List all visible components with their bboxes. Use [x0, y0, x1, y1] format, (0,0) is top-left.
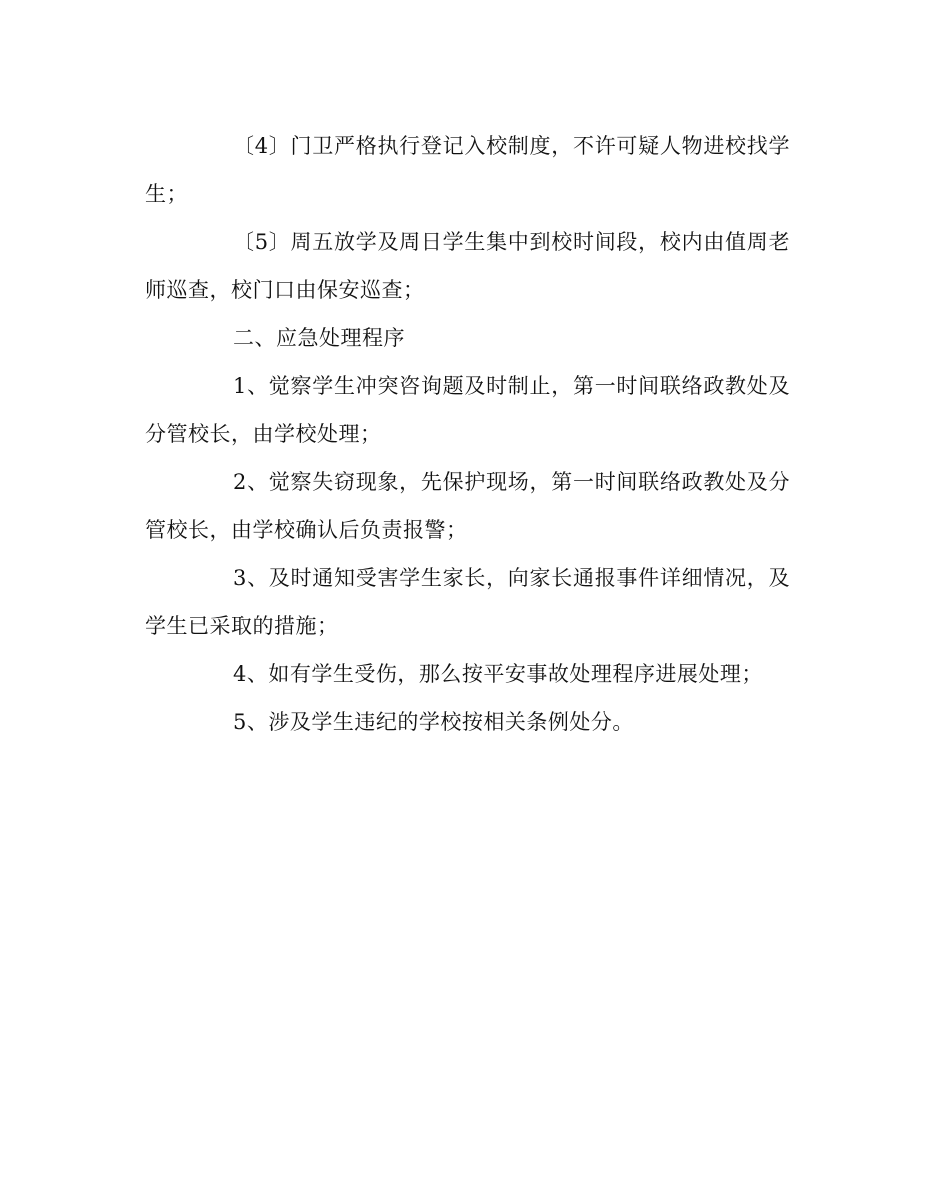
paragraph-injury-handling: 4、如有学生受伤，那么按平安事故处理程序进展处理；: [233, 662, 763, 686]
section-heading-emergency-procedure: 二、应急处理程序: [233, 326, 405, 350]
paragraph-patrol-schedule: 〔5〕周五放学及周日学生集中到校时间段，校内由值周老师巡查，校门口由保安巡查；: [145, 230, 790, 302]
paragraph-conflict-handling: 1、觉察学生冲突咨询题及时制止，第一时间联络政教处及分管校长，由学校处理；: [145, 374, 790, 446]
paragraph-discipline: 5、涉及学生违纪的学校按相关条例处分。: [233, 710, 634, 734]
paragraph-gate-registration: 〔4〕门卫严格执行登记入校制度，不许可疑人物进校找学生；: [145, 134, 790, 206]
paragraph-theft-handling: 2、觉察失窃现象，先保护现场，第一时间联络政教处及分管校长，由学校确认后负责报警；: [145, 470, 790, 542]
paragraph-notify-parents: 3、及时通知受害学生家长，向家长通报事件详细情况，及学生已采取的措施；: [145, 566, 790, 638]
document-body: [145, 122, 790, 746]
